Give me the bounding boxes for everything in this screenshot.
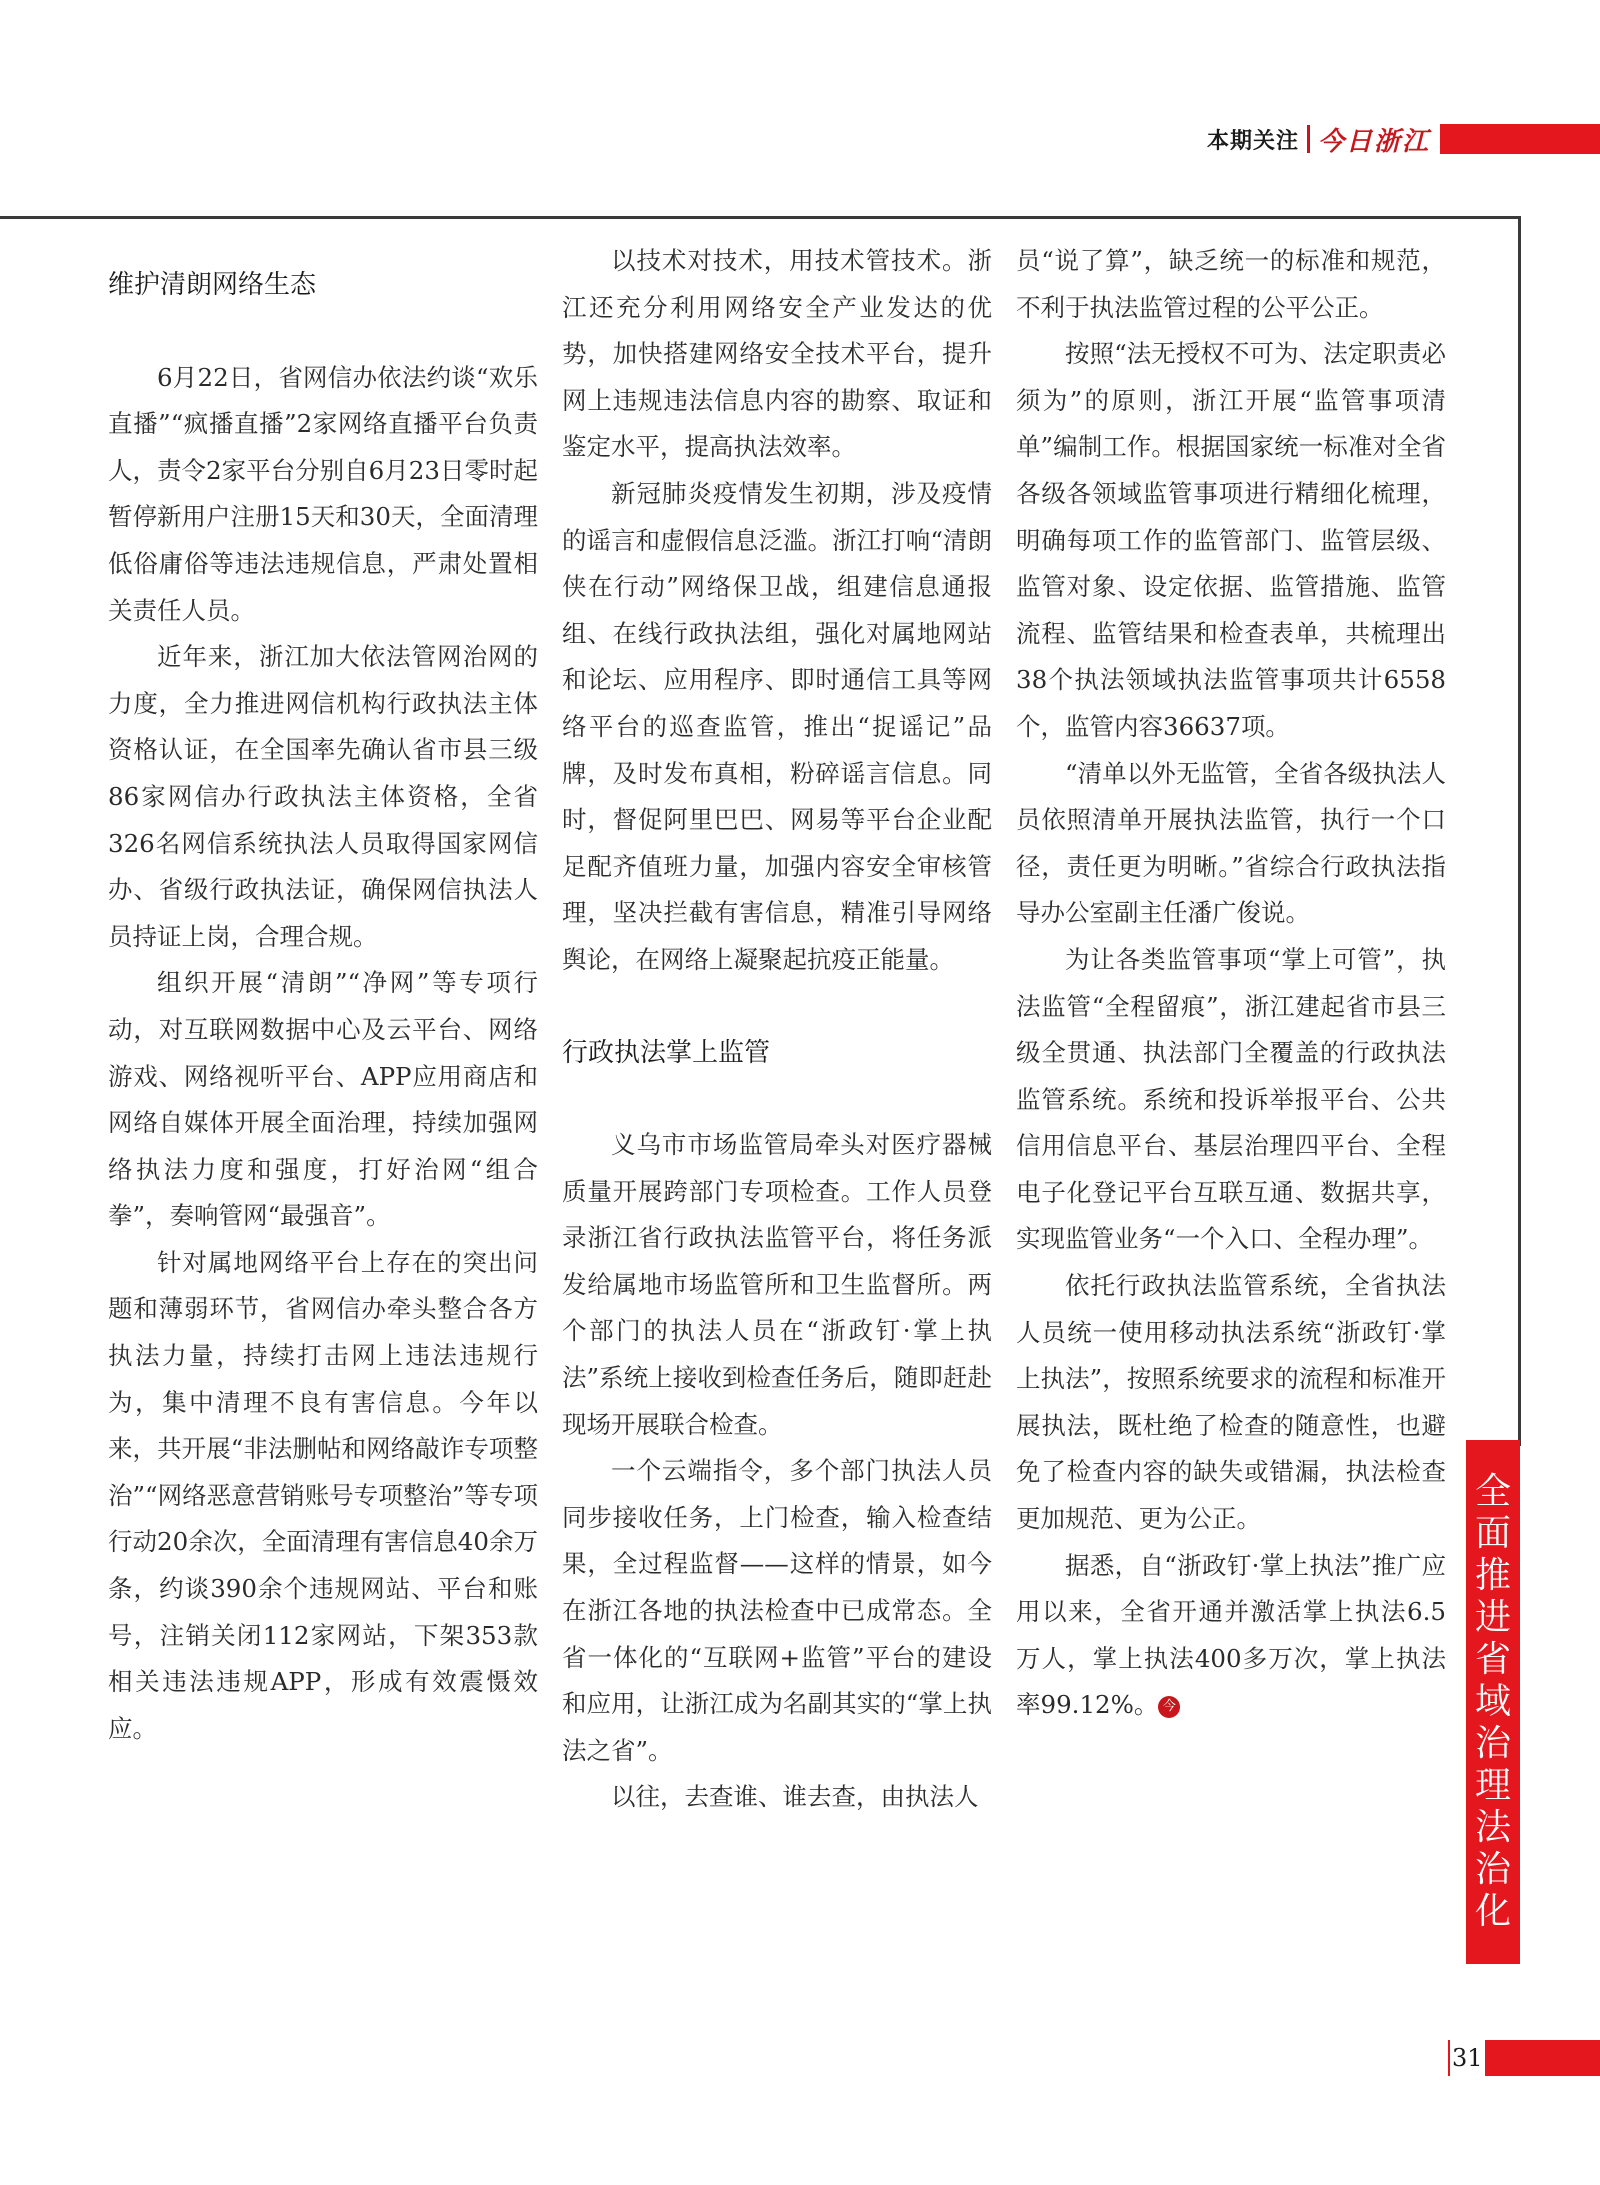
paragraph: 一个云端指令，多个部门执法人员同步接收任务，上门检查，输入检查结果，全过程监督——这样的情景，如今在浙江各地的执法检查中已成常态。全省一体化的“互联网+监管”平台的建设和应用，让浙江成为名副其实的“掌上执法之省”。	[562, 1456, 992, 1765]
topic-banner	[1466, 1440, 1520, 1964]
paragraph-text: 据悉，自“浙政钉·掌上执法”推广应用以来，全省开通并激活掌上执法6.5万人，掌上执法400多万次，掌上执法率99.12%。	[1016, 1550, 1446, 1720]
banner-char: 域	[1474, 1681, 1511, 1722]
end-mark-icon: 今	[1158, 1696, 1180, 1718]
banner-char: 治	[1474, 1849, 1511, 1890]
paragraph: 按照“法无授权不可为、法定职责必须为”的原则，浙江开展“监管事项清单”编制工作。根据国家统一标准对全省各级各领域监管事项进行精细化梳理，明确每项工作的监管部门、监管层级、监管对象、设定依据、监管措施、监管流程、监管结果和检查表单，共梳理出38个执法领域执法监管事项共计6558个，监管内容36637项。	[1016, 339, 1446, 741]
banner-char: 治	[1474, 1723, 1511, 1764]
banner-char: 理	[1474, 1765, 1511, 1806]
section-heading-2: 行政执法掌上监管	[562, 1037, 771, 1068]
page-header	[1207, 122, 1600, 156]
top-rule	[0, 216, 1520, 219]
section-label: 本期关注	[1206, 128, 1299, 154]
banner-char: 化	[1474, 1891, 1511, 1932]
banner-char: 全	[1474, 1471, 1511, 1512]
paragraph-final	[1016, 1543, 1446, 1729]
banner-char: 省	[1474, 1639, 1511, 1680]
paragraph: 为让各类监管事项“掌上可管”，执法监管“全程留痕”，浙江建起省市县三级全贯通、执法部门全覆盖的行政执法监管系统。系统和投诉举报平台、公共信用信息平台、基层治理四平台、全程电子化登记平台互联互通、数据共享，实现监管业务“一个入口、全程办理”。	[1016, 944, 1446, 1254]
header-divider	[1307, 125, 1310, 153]
banner-char: 推	[1474, 1555, 1511, 1596]
column-1	[108, 238, 538, 1752]
section-heading-1: 维护清朗网络生态	[108, 270, 317, 300]
page-number: 31	[1450, 2040, 1485, 2076]
paragraph: 近年来，浙江加大依法管网治网的力度，全力推进网信机构行政执法主体资格认证，在全国率先确认省市县三级86家网信办行政执法主体资格，全省326名网信系统执法人员取得国家网信办、省级行政执法证，确保网信执法人员持证上岗，合理合规。	[108, 642, 538, 951]
paragraph: 员“说了算”，缺乏统一的标准和规范，不利于执法监管过程的公平公正。	[1016, 246, 1446, 322]
banner-char: 面	[1474, 1513, 1511, 1554]
paragraph: “清单以外无监管，全省各级执法人员依照清单开展执法监管，执行一个口径，责任更为明晰。”省综合行政执法指导办公室副主任潘广俊说。	[1016, 758, 1446, 928]
paragraph: 针对属地网络平台上存在的突出问题和薄弱环节，省网信办牵头整合各方执法力量，持续打击网上违法违规行为，集中清理不良有害信息。今年以来，共开展“非法删帖和网络敲诈专项整治”“网络恶意营销账号专项整治”等专项行动20余次，全面清理有害信息40余万条，约谈390余个违规网站、平台和账号，注销关闭112家网站，下架353款相关违法违规APP，形成有效震慑效应。	[108, 1247, 538, 1743]
magazine-brand: 今日浙江	[1317, 126, 1430, 157]
paragraph: 依托行政执法监管系统，全省执法人员统一使用移动执法系统“浙政钉·掌上执法”，按照系统要求的流程和标准开展执法，既杜绝了检查的随意性，也避免了检查内容的缺失或错漏，执法检查更加规范、更为公正。	[1016, 1271, 1446, 1534]
column-2	[562, 238, 992, 1821]
paragraph: 组织开展“清朗”“净网”等专项行动，对互联网数据中心及云平台、网络游戏、网络视听平台、APP应用商店和网络自媒体开展全面治理，持续加强网络执法力度和强度，打好治网“组合拳”，奏响管网“最强音”。	[108, 968, 538, 1231]
paragraph: 以往，去查谁、谁去查，由执法人	[611, 1782, 979, 1812]
paragraph: 以技术对技术，用技术管技术。浙江还充分利用网络安全产业发达的优势，加快搭建网络安全技术平台，提升网上违规违法信息内容的勘察、取证和鉴定水平，提高执法效率。	[562, 246, 992, 462]
banner-char: 法	[1474, 1807, 1511, 1848]
paragraph: 义乌市市场监管局牵头对医疗器械质量开展跨部门专项检查。工作人员登录浙江省行政执法监管平台，将任务派发给属地市场监管所和卫生监督所。两个部门的执法人员在“浙政钉·掌上执法”系统上接收到检查任务后，随即赶赴现场开展联合检查。	[562, 1130, 992, 1439]
paragraph: 6月22日，省网信办依法约谈“欢乐直播”“疯播直播”2家网络直播平台负责人，责令2家平台分别自6月23日零时起暂停新用户注册15天和30天，全面清理低俗庸俗等违法违规信息，严肃处置相关责任人员。	[108, 362, 538, 625]
banner-char: 进	[1474, 1597, 1511, 1638]
right-rule	[1518, 216, 1521, 1446]
paragraph: 新冠肺炎疫情发生初期，涉及疫情的谣言和虚假信息泛滥。浙江打响“清朗侠在行动”网络保卫战，组建信息通报组、在线行政执法组，强化对属地网站和论坛、应用程序、即时通信工具等网络平台的巡查监管，推出“捉谣记”品牌，及时发布真相，粉碎谣言信息。同时，督促阿里巴巴、网易等平台企业配足配齐值班力量，加强内容安全审核管理，坚决拦截有害信息，精准引导网络舆论，在网络上凝聚起抗疫正能量。	[562, 478, 992, 974]
column-3	[1016, 238, 1446, 1729]
header-red-bar	[1440, 124, 1600, 154]
